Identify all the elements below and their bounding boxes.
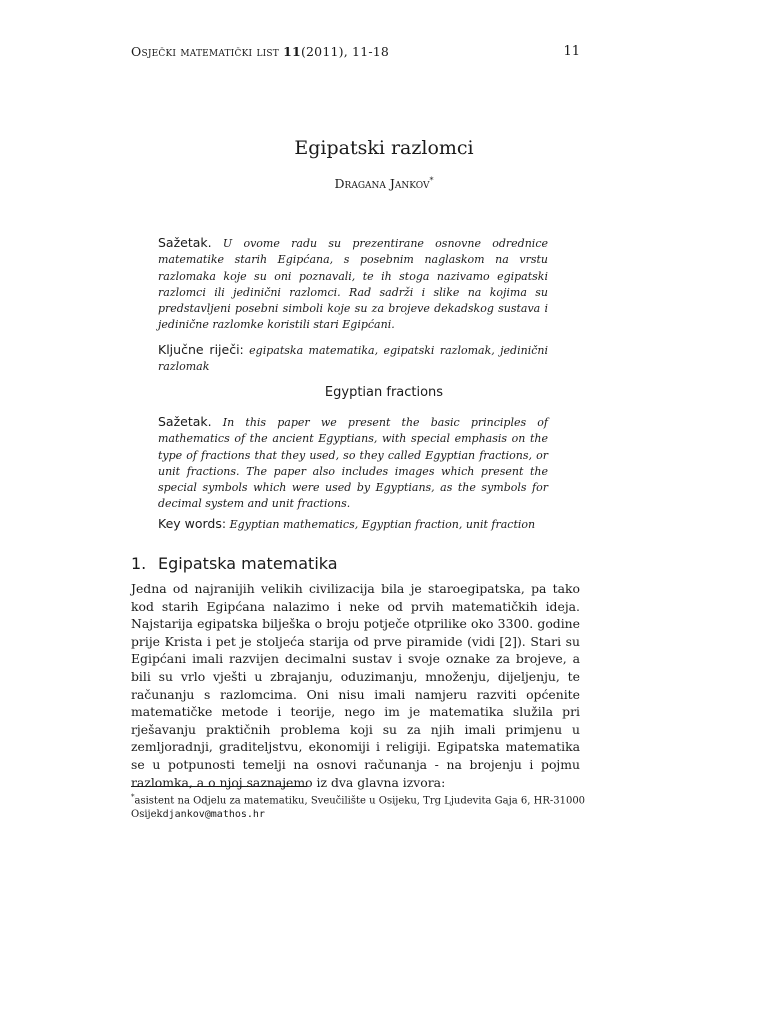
page-number: 11 xyxy=(563,44,580,59)
abstract-text: U ovome radu su prezentirane osnovne odrednice matematike starih Egipćana, s posebnim naglaskom na vrstu razlomaka koje su oni poznavali, te ih stoga nazivamo egipatski razlomci ili jedinični razlomci. Rad sadrži i slike na kojima su predstavljeni posebni simboli koje su za brojeve dekadskog sustava i jedinične razlomke koristili stari Egipćani. xyxy=(158,237,548,332)
footnote-rule xyxy=(131,786,307,787)
keywords-label: Ključne riječi: xyxy=(158,342,244,357)
author-line xyxy=(0,176,768,191)
section-number: 1. xyxy=(131,554,147,573)
journal-year-pages: (2011), 11-18 xyxy=(300,44,390,59)
footnote xyxy=(131,790,591,822)
keywords-label: Key words: xyxy=(158,516,227,531)
abstract-text: In this paper we present the basic principles of mathematics of the ancient Egyptians, with special emphasis on the type of fractions that they used, so they called Egyptian fractions, or unit fractions. The paper also includes images which present the special symbols which were used by Egyptians, as the symbols for decimal system and unit fractions. xyxy=(158,416,548,511)
keywords-english xyxy=(158,516,548,533)
keywords-croatian xyxy=(158,342,548,376)
footnote-email: djankov@mathos.hr xyxy=(162,809,265,821)
abstract-label: Sažetak. xyxy=(158,414,212,429)
paper-title: Egipatski razlomci xyxy=(294,137,474,159)
section-title: Egipatska matematika xyxy=(158,554,338,573)
author-name: Dragana Jankov xyxy=(334,176,430,192)
footnote-text: asistent na Odjelu za matematiku, Sveučilište u Osijeku, Trg Ljudevita Gaja 6, HR-31000 Osijek xyxy=(131,795,586,821)
abstract-croatian xyxy=(158,235,548,334)
keywords-text: egipatska matematika, egipatski razlomak, jedinični razlomak xyxy=(158,344,548,374)
keywords-text: Egyptian mathematics, Egyptian fraction, unit fraction xyxy=(229,518,536,531)
abstract-label: Sažetak. xyxy=(158,235,212,250)
journal-name: Osječki matematički list xyxy=(131,44,279,59)
journal-volume: 11 xyxy=(283,44,301,59)
author-footnote-mark: * xyxy=(429,176,434,185)
abstract-english xyxy=(158,414,548,513)
footnote-mark: * xyxy=(131,793,135,801)
body-paragraph: Jedna od najranijih velikih civilizacija bila je staroegipatska, pa tako kod starih Egipćana nalazimo i neke od prvih matematičkih ideja. Najstarija egipatska bilješka o broju potječe otprilike oko 3300. godine prije Krista i pet je stoljeća starija od prve piramide (vidi [2]). Stari su Egipćani imali razvijen decimalni sustav i svoje oznake za brojeve, a bili su vrlo vješti u zbrajanju, oduzimanju, množenju, dijeljenju, te računanju s razlomcima. Oni nisu imali namjeru razviti općenite matematičke metode i teorije, nego im je matematika služila pri rješavanju praktičnih problema koji su za njih imali primjenu u zemljoradnji, graditeljstvu, ekonomiji i religiji. Egipatska matematika se u potpunosti temelji na osnovi računanja - na brojenju i pojmu razlomka, a o njoj saznajemo iz dva glavna izvora: xyxy=(131,581,580,790)
english-title: Egyptian fractions xyxy=(324,385,444,400)
section-heading xyxy=(131,554,338,573)
running-header xyxy=(131,44,581,59)
